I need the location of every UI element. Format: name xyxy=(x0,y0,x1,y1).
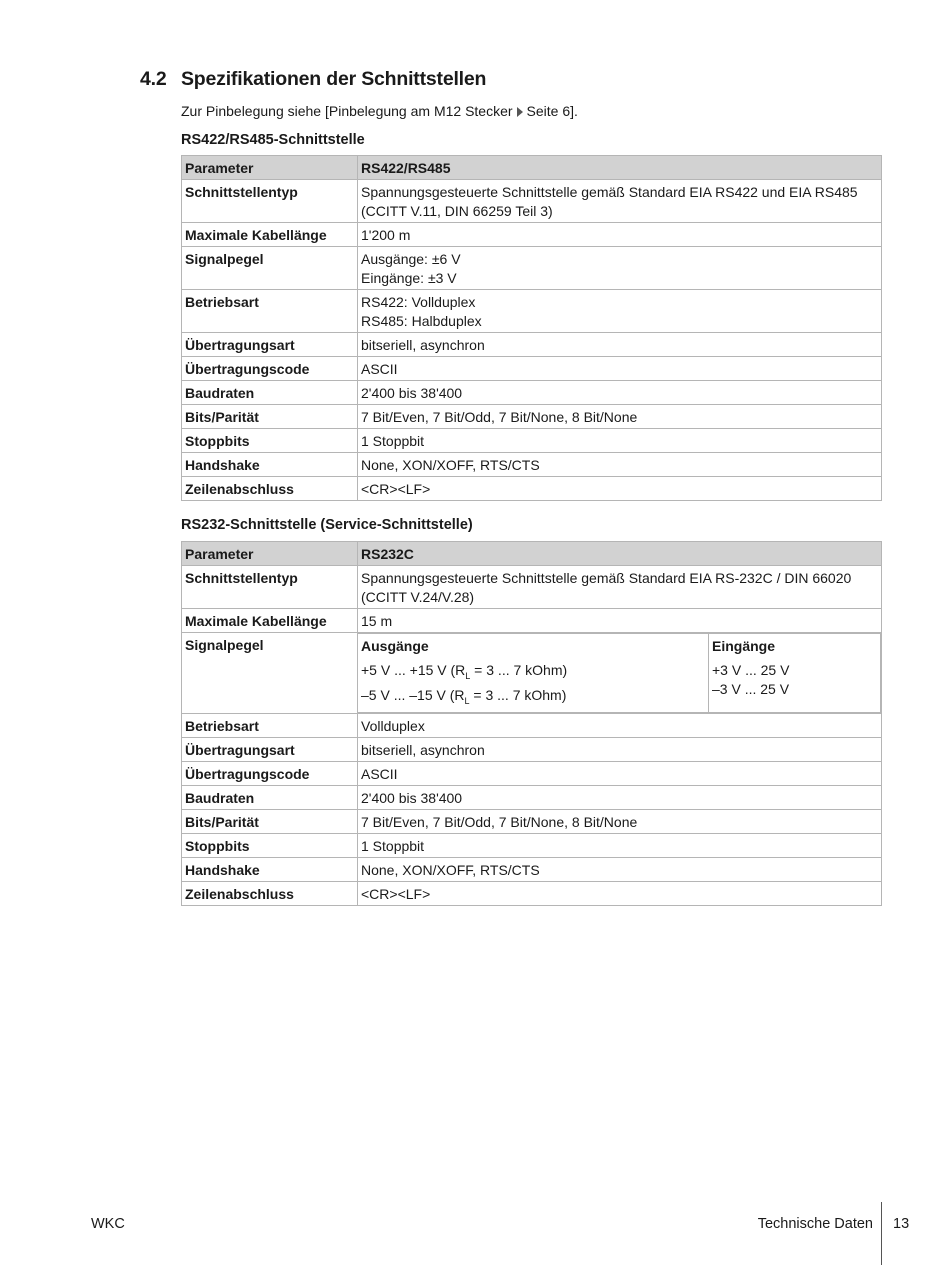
param-cell: Zeilenabschluss xyxy=(182,477,358,501)
table-row xyxy=(182,357,882,381)
footer-divider xyxy=(881,1202,882,1265)
table-row xyxy=(182,381,882,405)
table-row xyxy=(182,713,882,737)
value-line: Spannungsgesteuerte Schnittstelle gemäß Standard EIA RS-232C / DIN 66020 xyxy=(361,570,852,586)
table-row xyxy=(182,247,882,290)
page-number: 13 xyxy=(893,1216,910,1232)
param-cell: Übertragungsart xyxy=(182,333,358,357)
inputs-negative: –3 V ... 25 V xyxy=(712,681,790,697)
value-cell xyxy=(358,713,882,737)
value-cell xyxy=(358,357,882,381)
reference-link[interactable]: Seite 6]. xyxy=(526,103,578,119)
value-line: Spannungsgesteuerte Schnittstelle gemäß Standard EIA RS422 und EIA RS485 xyxy=(361,184,858,200)
table-row xyxy=(182,429,882,453)
param-cell: Bits/Parität xyxy=(182,809,358,833)
param-cell: Übertragungsart xyxy=(182,737,358,761)
value-line: RS485: Halbduplex xyxy=(361,313,482,329)
cross-reference-arrow-icon xyxy=(517,107,523,117)
outputs-cell xyxy=(358,634,709,713)
value-text: = 3 ... 7 kOhm) xyxy=(469,686,567,703)
param-cell: Stoppbits xyxy=(182,429,358,453)
value-cell xyxy=(358,223,882,247)
value-cell xyxy=(358,381,882,405)
section-number: 4.2 xyxy=(140,68,167,90)
param-cell: Baudraten xyxy=(182,785,358,809)
value-text: = 3 ... 7 kOhm) xyxy=(470,662,568,678)
value-line: 1 Stoppbit xyxy=(361,433,425,449)
outputs-positive xyxy=(361,661,704,686)
value-text: –5 V ... –15 V (R xyxy=(361,686,465,703)
table-row xyxy=(182,737,882,761)
table-row xyxy=(182,881,882,905)
header-cell: Parameter xyxy=(182,156,358,180)
value-line: 2'400 bis 38'400 xyxy=(361,385,463,401)
value-line: 7 Bit/Even, 7 Bit/Odd, 7 Bit/None, 8 Bit/None xyxy=(361,409,638,425)
table-row xyxy=(182,290,882,333)
signal-level-subtable xyxy=(358,633,881,713)
value-line: Ausgänge: ±6 V xyxy=(361,251,461,267)
param-cell: Betriebsart xyxy=(182,290,358,333)
header-cell: RS422/RS485 xyxy=(358,156,882,180)
table-row xyxy=(182,333,882,357)
param-cell: Handshake xyxy=(182,857,358,881)
value-cell xyxy=(358,809,882,833)
table-row xyxy=(182,180,882,223)
param-cell: Schnittstellentyp xyxy=(182,180,358,223)
value-line: 2'400 bis 38'400 xyxy=(361,789,463,806)
value-line: <CR><LF> xyxy=(361,481,431,497)
inputs-positive: +3 V ... 25 V xyxy=(712,662,790,678)
rs422-heading: RS422/RS485-Schnittstelle xyxy=(181,132,365,148)
value-cell xyxy=(358,761,882,785)
table-header-row xyxy=(182,542,882,566)
value-line: Vollduplex xyxy=(361,717,425,734)
inputs-label: Eingänge xyxy=(712,638,776,654)
value-line: bitseriell, asynchron xyxy=(361,741,485,758)
param-cell: Betriebsart xyxy=(182,713,358,737)
value-line: 1'200 m xyxy=(361,227,411,243)
subscript: L xyxy=(464,695,470,706)
value-cell xyxy=(358,881,882,905)
value-line: ASCII xyxy=(361,765,398,782)
header-cell: Parameter xyxy=(182,542,358,566)
table-row xyxy=(182,633,882,714)
param-cell: Bits/Parität xyxy=(182,405,358,429)
outputs-negative xyxy=(361,686,704,711)
inputs-cell xyxy=(709,634,881,713)
section-title: Spezifikationen der Schnittstellen xyxy=(181,68,487,90)
value-cell xyxy=(358,833,882,857)
value-cell xyxy=(358,429,882,453)
value-line: 15 m xyxy=(361,613,393,629)
value-line: None, XON/XOFF, RTS/CTS xyxy=(361,861,540,878)
value-cell xyxy=(358,566,882,609)
table-row xyxy=(182,566,882,609)
footer-product: WKC xyxy=(91,1216,125,1232)
param-cell: Handshake xyxy=(182,453,358,477)
value-cell xyxy=(358,477,882,501)
value-cell xyxy=(358,609,882,633)
value-cell xyxy=(358,785,882,809)
value-cell xyxy=(358,180,882,223)
pin-reference xyxy=(181,103,578,119)
rs232-spec-table xyxy=(181,541,882,906)
param-cell: Schnittstellentyp xyxy=(182,566,358,609)
header-cell: RS232C xyxy=(358,542,882,566)
table-row xyxy=(182,453,882,477)
table-row xyxy=(182,761,882,785)
value-line: 1 Stoppbit xyxy=(361,837,425,854)
table-row xyxy=(182,477,882,501)
table-header-row xyxy=(182,156,882,180)
param-cell: Signalpegel xyxy=(182,247,358,290)
value-text: +5 V ... +15 V (R xyxy=(361,662,466,678)
param-cell: Signalpegel xyxy=(182,633,358,714)
value-cell xyxy=(358,453,882,477)
table-row xyxy=(182,809,882,833)
value-line: None, XON/XOFF, RTS/CTS xyxy=(361,457,540,473)
value-cell xyxy=(358,737,882,761)
rs422-spec-table xyxy=(181,155,882,501)
rs232-heading: RS232-Schnittstelle (Service-Schnittstelle) xyxy=(181,517,473,533)
value-cell xyxy=(358,405,882,429)
value-line: ASCII xyxy=(361,361,398,377)
param-cell: Stoppbits xyxy=(182,833,358,857)
value-cell xyxy=(358,247,882,290)
param-cell: Baudraten xyxy=(182,381,358,405)
table-row xyxy=(182,223,882,247)
param-cell: Maximale Kabellänge xyxy=(182,223,358,247)
table-row xyxy=(182,609,882,633)
reference-text: Zur Pinbelegung siehe [Pinbelegung am M12 Stecker xyxy=(181,103,513,119)
subscript: L xyxy=(465,670,471,681)
value-line: 7 Bit/Even, 7 Bit/Odd, 7 Bit/None, 8 Bit/None xyxy=(361,813,638,830)
value-line: bitseriell, asynchron xyxy=(361,337,485,353)
value-line: (CCITT V.24/V.28) xyxy=(361,589,475,605)
value-line: Eingänge: ±3 V xyxy=(361,270,457,286)
table-row xyxy=(182,405,882,429)
section-heading xyxy=(140,68,486,91)
value-line: RS422: Vollduplex xyxy=(361,294,476,310)
value-line: <CR><LF> xyxy=(361,885,431,902)
value-line: (CCITT V.11, DIN 66259 Teil 3) xyxy=(361,203,553,219)
value-cell xyxy=(358,290,882,333)
table-row xyxy=(182,785,882,809)
signal-level-cell xyxy=(358,633,882,714)
param-cell: Maximale Kabellänge xyxy=(182,609,358,633)
param-cell: Übertragungscode xyxy=(182,761,358,785)
param-cell: Übertragungscode xyxy=(182,357,358,381)
table-row xyxy=(182,857,882,881)
table-row xyxy=(182,833,882,857)
outputs-label: Ausgänge xyxy=(361,638,429,654)
value-cell xyxy=(358,333,882,357)
value-cell xyxy=(358,857,882,881)
param-cell: Zeilenabschluss xyxy=(182,881,358,905)
footer-section: Technische Daten xyxy=(757,1216,873,1232)
